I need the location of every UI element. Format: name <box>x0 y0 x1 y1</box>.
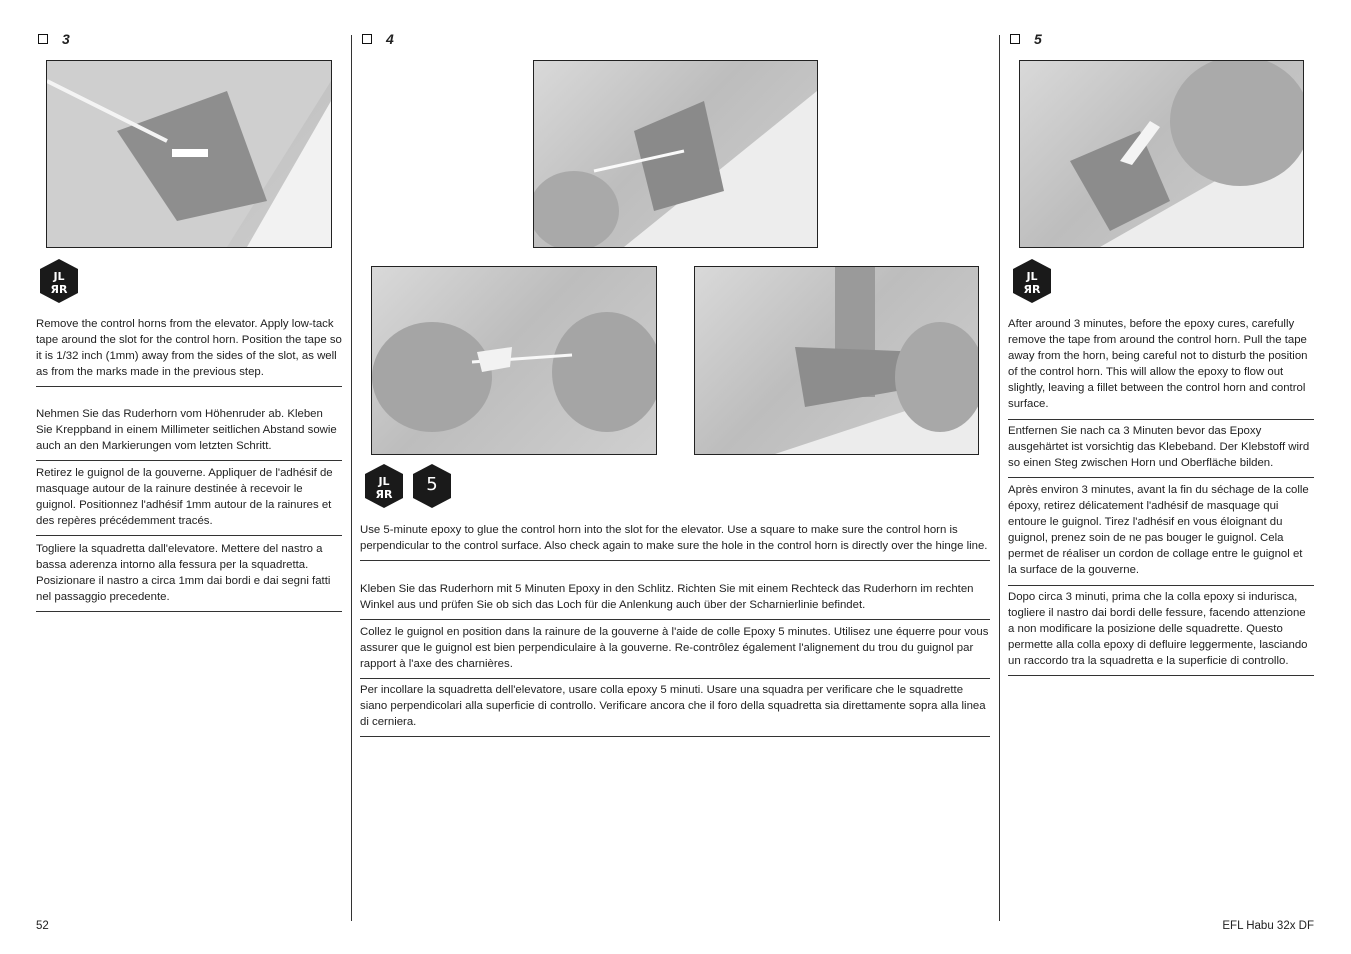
column-divider-right <box>999 35 1000 921</box>
epoxy-minutes-label: 5 <box>426 474 438 495</box>
paragraph-de: Entfernen Sie nach ca 3 Minuten bevor das Epoxy ausgehärtet ist vorsichtig das Klebeband. Der Klebstoff wird so einen Steg zwischen Horn und Oberfläche bilden. <box>1008 423 1314 478</box>
page-number: 52 <box>36 920 49 932</box>
column-divider-left <box>351 35 352 921</box>
paragraph-fr: Collez le guignol en position dans la rainure de la gouverne à l'aide de colle Epoxy 5 minutes. Utilisez une équerre pour vous assurer que le guignol est bien perpendiculaire à la gouverne. Re-contrôlez également l'alignement du trou du guignol par rapport à l'axe des charnières. <box>360 624 990 679</box>
paragraph-en: Remove the control horns from the elevator. Apply low-tack tape around the slot for the control horn. Position the tape so it is 1/32 inch (1mm) away from the sides of the slot, as well as from the marks made in the previous step. <box>36 316 342 387</box>
paragraph-it: Per incollare la squadretta dell'elevatore, usare colla epoxy 5 minuti. Usare una squadra per verificare che le squadrette siano perpendicolari alla superficie di controllo. Verificare ancora che il foro della squadretta sia direttamente sopra alla linea di cerniera. <box>360 682 990 737</box>
control-horn-icon <box>362 463 406 509</box>
paragraph-de: Kleben Sie das Ruderhorn mit 5 Minuten Epoxy in den Schlitz. Richten Sie mit einem Rechteck das Ruderhorn im rechten Winkel aus und prüfen Sie ob sich das Loch für die Anlenkung auch über der Scharnierlinie befindet. <box>360 581 990 620</box>
step-number: 4 <box>386 31 394 47</box>
step-3-photo <box>46 60 332 248</box>
paragraph-fr: Après environ 3 minutes, avant la fin du séchage de la colle époxy, retirez délicatement l'adhésif de masquage qui entoure le guignol. Tirez l'adhésif en vous éloignant du guignol, prenez soin de ne pas bouger le guignol. Cela permet de réaliser un cordon de collage entre le guignol et la surface de la gouverne. <box>1008 482 1314 586</box>
svg-text:JL: JL <box>1026 270 1038 283</box>
checkbox-icon[interactable] <box>1010 34 1020 44</box>
paragraph-de: Nehmen Sie das Ruderhorn vom Höhenruder ab. Kleben Sie Kreppband in einem Millimeter seitlichen Abstand sowie auch an den Markierungen vom letzten Schritt. <box>36 406 342 461</box>
step-3-header <box>38 31 70 47</box>
step-4-header <box>362 31 394 47</box>
control-horn-icon <box>37 258 81 304</box>
step-number: 3 <box>62 31 70 47</box>
paragraph-en: Use 5-minute epoxy to glue the control horn into the slot for the elevator. Use a square to make sure the control horn is perpendicular to the control surface. Also check again to make sure the hole in the control horn is directly over the hinge line. <box>360 522 990 561</box>
control-horn-icon <box>1010 258 1054 304</box>
checkbox-icon[interactable] <box>362 34 372 44</box>
checkbox-icon[interactable] <box>38 34 48 44</box>
step-4-photo-left <box>371 266 657 455</box>
svg-text:ЯR: ЯR <box>50 283 68 296</box>
paragraph-fr: Retirez le guignol de la gouverne. Appliquer de l'adhésif de masquage autour de la rainure destinée à recevoir le guignol. Positionnez l'adhésif 1mm autour de la rainures et des repères précédemment tracés. <box>36 465 342 536</box>
svg-text:ЯR: ЯR <box>375 488 393 501</box>
step-4-photo-right <box>694 266 979 455</box>
paragraph-en: After around 3 minutes, before the epoxy cures, carefully remove the tape from around the control horn. Pull the tape away from the horn, being careful not to disturb the position of the control horn. This will allow the epoxy to flow out slightly, leaving a fillet between the control horn and control surface. <box>1008 316 1314 420</box>
product-name: EFL Habu 32x DF <box>1222 920 1314 932</box>
svg-text:JL: JL <box>53 270 65 283</box>
step-5-header <box>1010 31 1042 47</box>
step-5-photo <box>1019 60 1304 248</box>
svg-text:ЯR: ЯR <box>1023 283 1041 296</box>
epoxy-5-minute-icon <box>410 463 454 509</box>
svg-text:JL: JL <box>378 475 390 488</box>
step-4-photo-top <box>533 60 818 248</box>
step-number: 5 <box>1034 31 1042 47</box>
paragraph-it: Dopo circa 3 minuti, prima che la colla epoxy si indurisca, togliere il nastro dai bordi delle fessure, facendo attenzione a non modificare la posizione delle squadrette. Questo permette alla colla epoxy di defluire leggermente, lasciando un raccordo tra la squadretta e la superficie di controllo. <box>1008 589 1314 676</box>
paragraph-it: Togliere la squadretta dall'elevatore. Mettere del nastro a bassa aderenza intorno alla fessura per la squadretta. Posizionare il nastro a circa 1mm dai bordi e dai segni fatti nel passaggio precedente. <box>36 541 342 612</box>
